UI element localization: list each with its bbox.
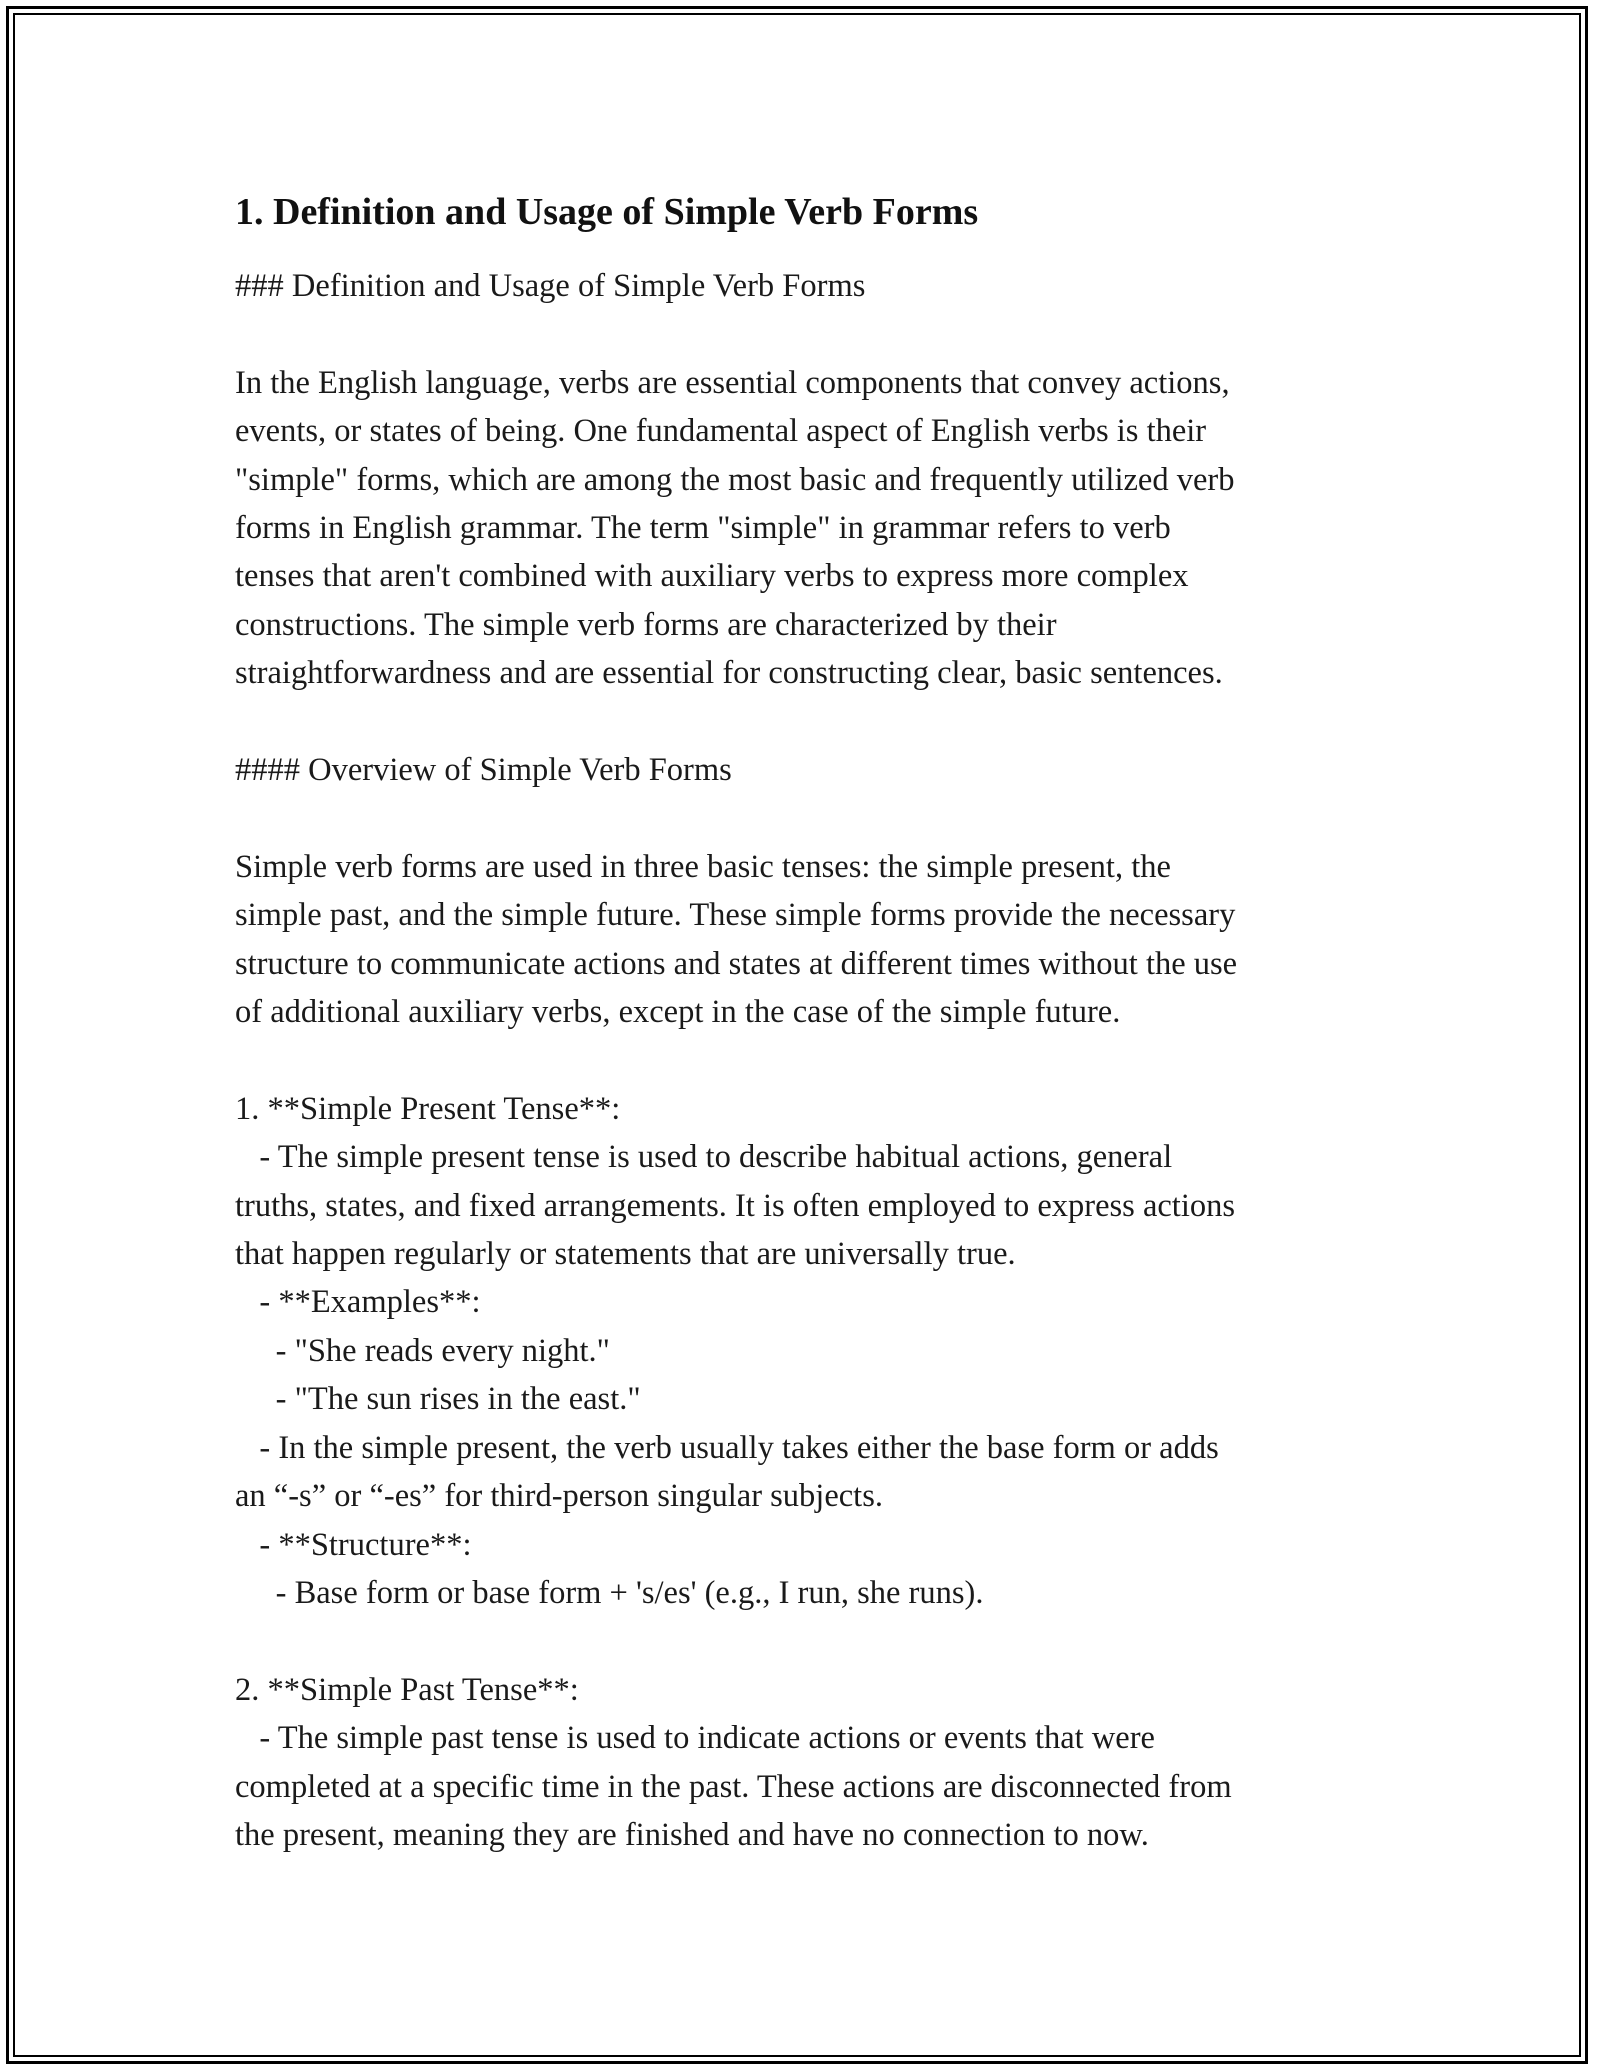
list-subitem-line: the present, meaning they are finished and have no connection to now. (235, 1816, 1149, 1853)
list-subitem-line: truths, states, and fixed arrangements. It is often employed to express actions (235, 1187, 1236, 1224)
list-subitem-line: - The simple past tense is used to indicate actions or events that were (235, 1720, 1155, 1757)
list-subitem-structure: - **Structure**: (235, 1526, 472, 1563)
subheading-overview: #### Overview of Simple Verb Forms (235, 752, 732, 789)
paragraph-line: tenses that aren't combined with auxiliary verbs to express more complex (235, 558, 1189, 595)
document-body (235, 186, 1385, 1859)
document-title: 1. Definition and Usage of Simple Verb Forms (235, 191, 979, 233)
paragraph-line: In the English language, verbs are essential components that convey actions, (235, 364, 1230, 401)
blank-line (235, 310, 1385, 358)
blank-line (235, 1617, 1385, 1665)
list-subitem-line: - In the simple present, the verb usually takes either the base form or adds (235, 1429, 1219, 1466)
list-item-simple-present: 1. **Simple Present Tense**: (235, 1090, 621, 1127)
list-subitem-line: an “-s” or “-es” for third-person singular subjects. (235, 1478, 883, 1515)
blank-line (235, 794, 1385, 842)
paragraph-line: "simple" forms, which are among the most basic and frequently utilized verb (235, 461, 1235, 498)
paragraph-line: constructions. The simple verb forms are characterized by their (235, 606, 1057, 643)
list-subitem-line: that happen regularly or statements that are universally true. (235, 1236, 1016, 1273)
list-subitem-line: - The simple present tense is used to describe habitual actions, general (235, 1139, 1173, 1176)
paragraph-line: straightforwardness and are essential for constructing clear, basic sentences. (235, 655, 1223, 692)
paragraph-line: Simple verb forms are used in three basic tenses: the simple present, the (235, 848, 1171, 885)
subheading-definition: ### Definition and Usage of Simple Verb Forms (235, 268, 866, 304)
paragraph-line: structure to communicate actions and states at different times without the use (235, 945, 1238, 982)
paragraph-line: of additional auxiliary verbs, except in the case of the simple future. (235, 994, 1121, 1031)
list-item-simple-past: 2. **Simple Past Tense**: (235, 1671, 579, 1708)
example-line: - "She reads every night." (235, 1332, 610, 1369)
list-subitem-examples: - **Examples**: (235, 1284, 481, 1321)
structure-line: - Base form or base form + 's/es' (e.g., I run, she runs). (235, 1574, 984, 1611)
example-line: - "The sun rises in the east." (235, 1381, 641, 1418)
blank-line (235, 1036, 1385, 1084)
list-subitem-line: completed at a specific time in the past. These actions are disconnected from (235, 1768, 1232, 1805)
paragraph-line: simple past, and the simple future. These simple forms provide the necessary (235, 897, 1236, 934)
paragraph-line: events, or states of being. One fundamental aspect of English verbs is their (235, 413, 1207, 450)
paragraph-line: forms in English grammar. The term "simple" in grammar refers to verb (235, 510, 1171, 547)
blank-line (235, 698, 1385, 746)
